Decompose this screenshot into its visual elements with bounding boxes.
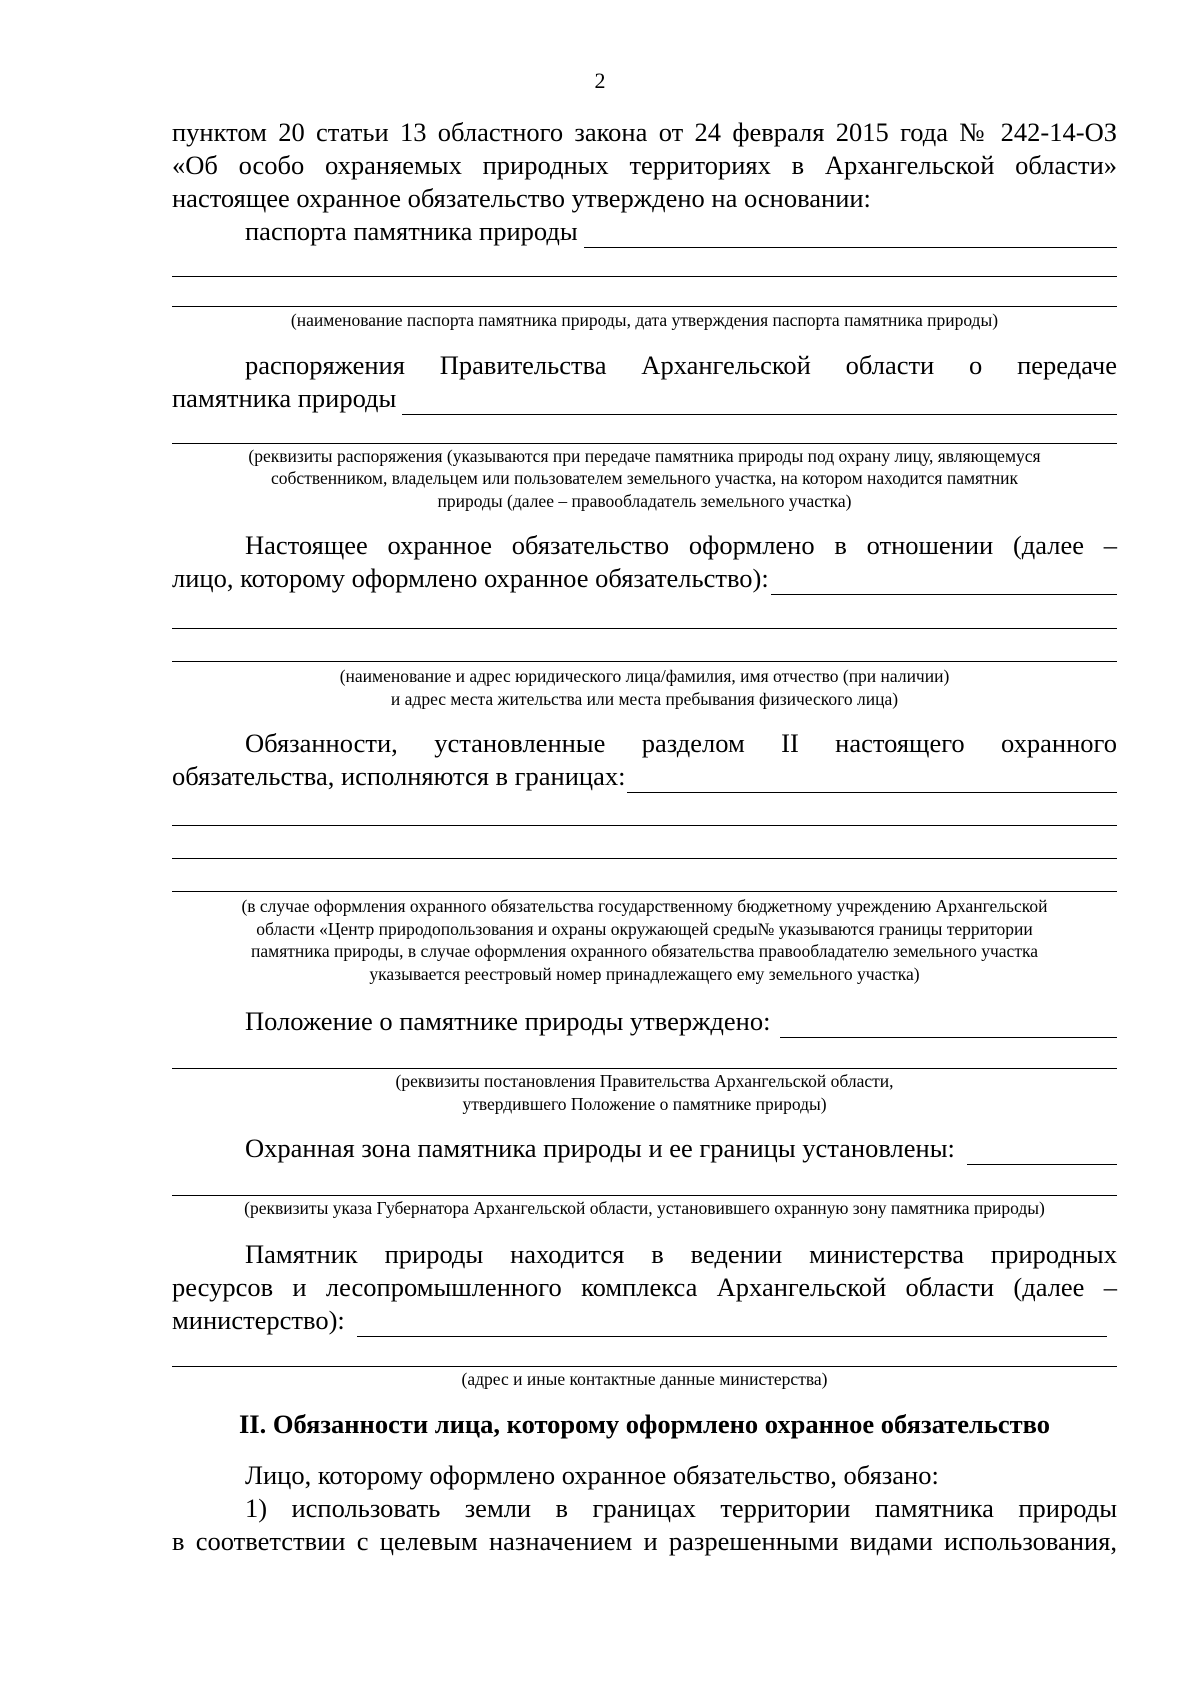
order-label: памятника природы [172, 382, 397, 413]
zone-row [172, 1132, 1117, 1165]
person-caption-line-1: (наименование и адрес юридического лица/фамилия, имя отчество (при наличии) [339, 666, 950, 686]
regulation-caption-line-2: утвердившего Положение о памятнике природы) [462, 1093, 827, 1114]
passport-caption: (наименование паспорта памятника природы, дата утверждения паспорта памятника природы) [290, 310, 999, 330]
person-row [172, 562, 1117, 595]
boundaries-row [172, 760, 1117, 793]
regulation-field-line-2[interactable] [172, 1068, 1117, 1069]
person-field[interactable] [771, 568, 1117, 595]
document-body [172, 116, 1117, 1558]
zone-field-line-2[interactable] [172, 1195, 1117, 1196]
regulation-caption-line-1: (реквизиты постановления Правительства Архангельской области, [395, 1071, 894, 1091]
item-1-line-2: в соответствии с целевым назначением и разрешенными видами использования, [172, 1526, 1117, 1556]
boundaries-caption-line-4: указывается реестровый номер принадлежащего ему земельного участка) [369, 963, 920, 984]
order-line-1: распоряжения Правительства Архангельской области о передаче [245, 349, 1117, 380]
person-field-line-3[interactable] [172, 661, 1117, 662]
ministry-line-1: Памятник природы находится в ведении министерства природных [245, 1238, 1117, 1269]
order-field[interactable] [402, 388, 1117, 415]
person-line-1: Настоящее охранное обязательство оформлено в отношении (далее – [245, 530, 1117, 560]
boundaries-line-1: Обязанности, установленные разделом II настоящего охранного [245, 728, 1117, 758]
section-heading: II. Обязанности лица, которому оформлено охранное обязательство [238, 1409, 1051, 1439]
boundaries-field[interactable] [627, 766, 1117, 793]
passport-field[interactable] [584, 221, 1117, 248]
boundaries-label: обязательства, исполняются в границах: [172, 761, 626, 791]
item-1-line-1: 1) использовать земли в границах территории памятника природы [245, 1493, 1117, 1523]
ministry-field[interactable] [357, 1310, 1107, 1337]
passport-label: паспорта памятника природы [245, 216, 578, 246]
intro-line-2: «Об особо охраняемых природных территориях в Архангельской области» [172, 150, 1117, 180]
boundaries-field-line-4[interactable] [172, 891, 1117, 892]
boundaries-caption-line-2: области «Центр природопользования и охраны окружающей среды№ указываются границы территории [256, 918, 1033, 939]
ministry-label: министерство): [172, 1304, 345, 1335]
passport-row [172, 215, 1117, 248]
passport-field-line-3[interactable] [172, 306, 1117, 307]
order-caption-line-1: (реквизиты распоряжения (указываются при передаче памятника природы под охрану лицу, являющемуся [248, 445, 1041, 466]
ministry-caption: (адрес и иные контактные данные министерства) [461, 1368, 828, 1389]
section-intro: Лицо, которому оформлено охранное обязательство, обязано: [245, 1460, 939, 1490]
boundaries-caption [172, 895, 1117, 985]
order-caption-line-3: природы (далее – правообладатель земельного участка) [437, 490, 852, 511]
intro-paragraph [172, 116, 1117, 215]
intro-line-3: настоящее охранное обязательство утверждено на основании: [172, 183, 871, 213]
regulation-label: Положение о памятнике природы утверждено: [245, 1006, 771, 1036]
order-caption-line-2: собственником, владельцем или пользователем земельного участка, на котором находится памятник [271, 468, 1018, 488]
regulation-field[interactable] [780, 1011, 1117, 1038]
order-field-line-2[interactable] [172, 443, 1117, 444]
person-caption-line-2: и адрес места жительства или места пребывания физического лица) [390, 688, 899, 709]
regulation-caption [172, 1070, 1117, 1115]
regulation-row [172, 1005, 1117, 1038]
person-caption [172, 665, 1117, 710]
boundaries-caption-line-3: памятника природы, в случае оформления охранного обязательства правообладателю земельного участка [251, 941, 1038, 961]
person-label: лицо, которому оформлено охранное обязательство): [172, 563, 769, 593]
boundaries-caption-line-1: (в случае оформления охранного обязательства государственному бюджетному учреждению Архангельской [241, 896, 1048, 916]
page-number: 2 [594, 68, 606, 93]
ministry-row [172, 1304, 1117, 1337]
zone-field[interactable] [967, 1138, 1117, 1165]
order-row [172, 382, 1117, 415]
zone-caption: (реквизиты указа Губернатора Архангельской области, установившего охранную зону памятника природы) [244, 1198, 1045, 1218]
order-caption [172, 445, 1117, 513]
ministry-field-line-2[interactable] [172, 1366, 1117, 1367]
intro-line-1: пунктом 20 статьи 13 областного закона от 24 февраля 2015 года № 242-14-ОЗ [172, 117, 1117, 147]
ministry-line-2: ресурсов и лесопромышленного комплекса Архангельской области (далее – [172, 1271, 1117, 1302]
zone-label: Охранная зона памятника природы и ее границы установлены: [245, 1133, 955, 1163]
